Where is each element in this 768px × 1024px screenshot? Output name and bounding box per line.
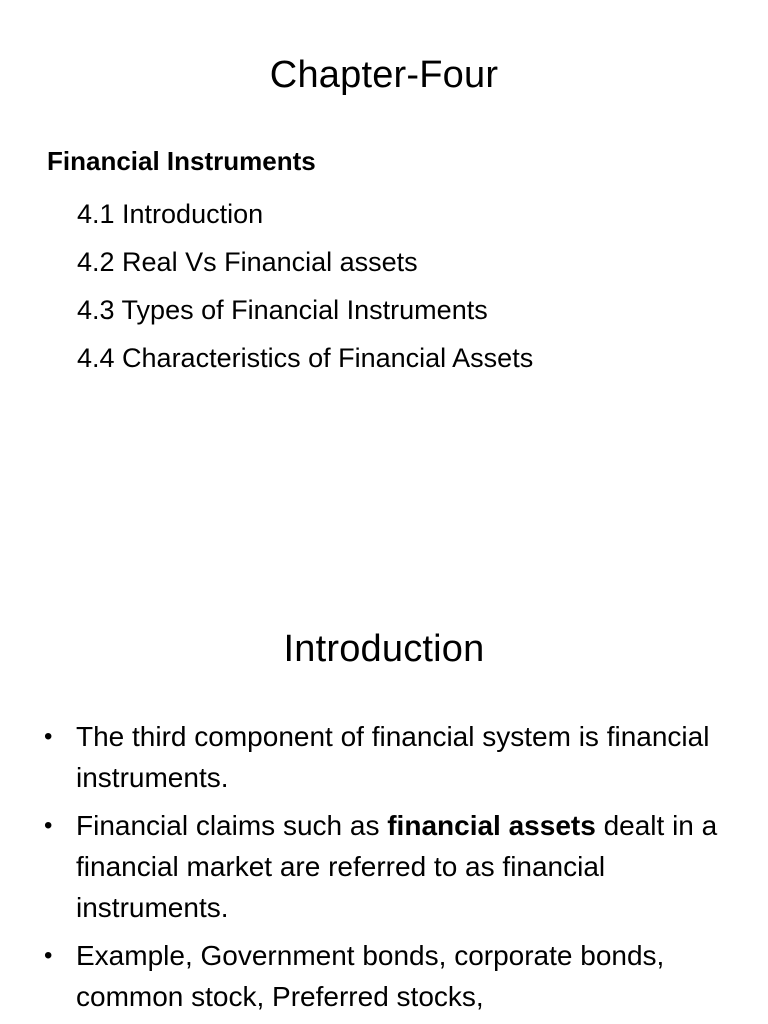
bullet-icon: • [44, 812, 53, 839]
bullet-list [44, 716, 724, 1024]
section-heading: Financial Instruments [47, 146, 316, 176]
toc-item-4-4: 4.4 Characteristics of Financial Assets [77, 343, 534, 373]
bullet-text [76, 810, 717, 923]
bullet-text: The third component of financial system is financial instruments. [76, 721, 710, 793]
bullet-text-pre: Financial claims such as [76, 810, 388, 841]
bullet-item [44, 935, 724, 1017]
table-of-contents [77, 190, 533, 382]
bullet-text-post: dealt in a financial market are referred to as financial instruments. [76, 810, 718, 923]
bullet-text-bold: financial assets [387, 810, 596, 841]
slide-title: Chapter-Four [269, 54, 499, 96]
bullet-item [44, 716, 724, 798]
toc-item-4-1: 4.1 Introduction [77, 199, 264, 229]
slide-title: Introduction [283, 628, 485, 670]
bullet-icon: • [44, 723, 53, 750]
bullet-icon: • [44, 942, 53, 969]
slide-introduction [0, 576, 768, 1024]
toc-item-4-3: 4.3 Types of Financial Instruments [77, 295, 488, 325]
bullet-item [44, 805, 724, 928]
toc-item-4-2: 4.2 Real Vs Financial assets [77, 247, 418, 277]
bullet-text: Example, Government bonds, corporate bonds, common stock, Preferred stocks, [76, 940, 665, 1012]
